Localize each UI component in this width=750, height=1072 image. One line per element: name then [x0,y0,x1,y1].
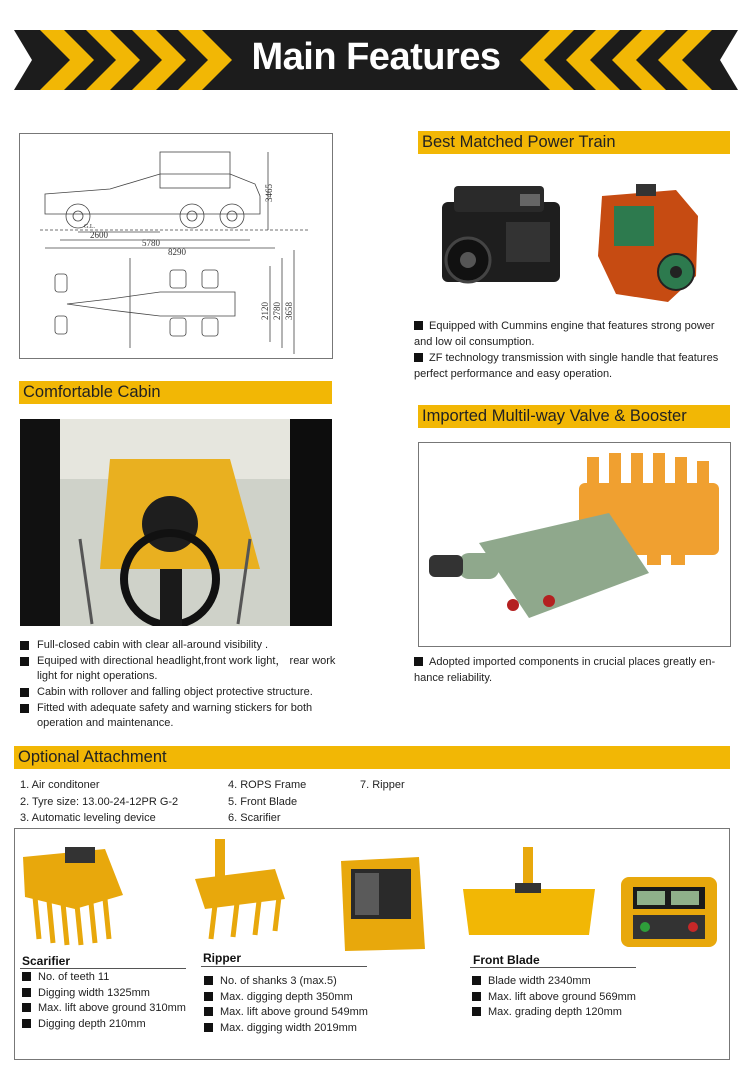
list-item: 5. Front Blade [228,795,298,808]
optional-heading: Optional Attachment [14,746,730,769]
front-blade-title: Front Blade [473,953,540,967]
front-blade-specs [472,974,636,1021]
bullet-square-icon [22,988,31,997]
cabin-interior-image [20,419,332,626]
bullet-square-icon [20,657,29,666]
ripper-title: Ripper [203,951,242,965]
bullet-square-icon [472,992,481,1001]
leveling-controller-image [621,877,717,947]
bullet-square-icon [204,976,213,985]
dim-3658: 3658 [284,302,294,320]
scarifier-title: Scarifier [22,954,71,968]
list-item: Equipped with Cummins engine that features strong power and low oil consumption. [414,320,715,348]
bullet-square-icon [20,688,29,697]
list-item: Max. lift above ground 569mm [472,990,636,1006]
list-item: Cabin with rollover and falling object protective structure. [20,685,336,700]
list-item: Max. lift above ground 310mm [22,1001,186,1017]
ripper-image [195,839,285,939]
power-train-bullets [414,319,734,383]
dim-2120: 2120 [260,302,270,320]
list-item: Max. grading depth 120mm [472,1005,636,1021]
bullet-square-icon [472,1007,481,1016]
bullet-square-icon [204,992,213,1001]
bullet-square-icon [20,641,29,650]
dimension-drawing [19,133,333,359]
cab-image [341,857,425,951]
main-features-banner [14,30,738,90]
ripper-specs [204,974,368,1036]
optional-col-3 [360,777,405,794]
scarifier-image [23,847,123,945]
list-item: Equiped with directional headlight,front work light， rear work light for night operations. [20,654,336,684]
dim-8290: 8290 [168,247,186,257]
list-item: Digging depth 210mm [22,1017,186,1033]
dim-height: 3465 [264,184,274,202]
front-blade-image [463,847,595,935]
bullet-square-icon [20,704,29,713]
bullet-square-icon [204,1007,213,1016]
attachment-images [15,839,729,959]
bullet-square-icon [22,972,31,981]
list-item: 3. Automatic leveling device [20,812,156,824]
bullet-square-icon [22,1019,31,1028]
front-blade-divider [470,967,636,968]
list-item: Adopted imported components in crucial places greatly en-hance reliability. [414,656,716,684]
bullet-square-icon [414,353,423,362]
list-item: Blade width 2340mm [472,974,636,990]
list-item: No. of teeth 11 [22,970,186,986]
bullet-square-icon [472,976,481,985]
optional-col-1 [20,777,178,827]
bullet-square-icon [414,657,423,666]
dim-2600: 2600 [90,230,108,240]
list-item: ZF technology transmission with single handle that features perfect performance and easy operation. [414,352,719,380]
cabin-heading: Comfortable Cabin [19,381,332,404]
list-item: Fitted with adequate safety and warning stickers for both operation and maintenance. [20,701,336,731]
list-item: 7. Ripper [360,779,405,791]
list-item: Max. digging width 2019mm [204,1021,368,1037]
list-item: Full-closed cabin with clear all-around visibility . [20,638,336,653]
scarifier-specs [22,970,186,1032]
ripper-divider [201,966,367,967]
dim-ground-line: G.L. [84,224,95,230]
list-item: 2. Tyre size: 13.00-24-12PR G-2 [20,795,179,808]
optional-col-2 [228,777,306,827]
valve-booster-image [419,443,730,646]
transmission-image [586,176,706,306]
valve-image-frame [418,442,731,647]
list-item: 6. Scarifier [228,812,281,824]
dim-5780: 5780 [142,238,160,248]
cabin-bullets [20,638,336,732]
list-item: Digging width 1325mm [22,986,186,1002]
page-title: Main Features [251,36,501,78]
list-item: Max. lift above ground 549mm [204,1005,368,1021]
engine-image [430,172,580,304]
scarifier-divider [20,968,186,969]
bullet-square-icon [204,1023,213,1032]
list-item: 4. ROPS Frame [228,779,307,791]
bullet-square-icon [414,321,423,330]
bullet-square-icon [22,1003,31,1012]
valve-bullets [414,655,732,687]
list-item: No. of shanks 3 (max.5) [204,974,368,990]
grader-line-drawing [20,134,332,358]
list-item: Max. digging depth 350mm [204,990,368,1006]
valve-heading: Imported Multil-way Valve & Booster [418,405,730,428]
list-item: 1. Air conditoner [20,779,100,791]
dim-2780: 2780 [272,302,282,320]
power-train-heading: Best Matched Power Train [418,131,730,154]
